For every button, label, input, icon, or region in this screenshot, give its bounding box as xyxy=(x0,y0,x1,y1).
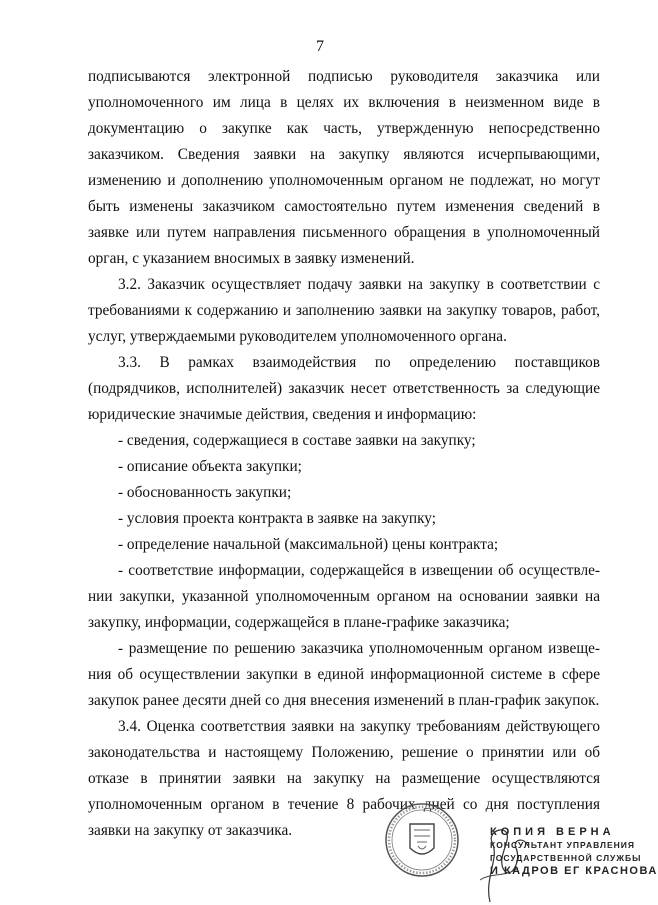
page-number: 7 xyxy=(316,38,324,55)
text-line: быть изменены заказчиком самостоятельно путем изменения сведений в xyxy=(88,198,600,215)
certification-line: ГОСУДАРСТВЕННОЙ СЛУЖБЫ xyxy=(490,853,642,863)
certification-line: КОНСУЛЬТАНТ УПРАВЛЕНИЯ xyxy=(490,840,636,850)
text-line: требованиями к содержанию и заполнению заявки на закупку товаров, работ, xyxy=(88,302,600,319)
text-line: заявки на закупку от заказчика. xyxy=(88,822,293,839)
text-line: законодательства и настоящему Положению, решение о принятии или об xyxy=(88,744,600,761)
list-item: - описание объекта закупки; xyxy=(118,458,302,475)
text-line: документацию о закупке как часть, утвержденную непосредственно xyxy=(88,120,600,137)
text-line: юридические значимые действия, сведения и информацию: xyxy=(88,406,477,423)
text-line: (подрядчиков, исполнителей) заказчик несет ответственность за следующие xyxy=(88,380,600,397)
text-line: орган, с указанием вносимых в заявку изменений. xyxy=(88,250,415,267)
text-line: 3.2. Заказчик осуществляет подачу заявки на закупку в соответствии с xyxy=(118,276,600,293)
text-line: закупок ранее десяти дней со дня внесения изменений в план-график закупок. xyxy=(88,692,600,709)
text-line: заявке или путем направления письменного обращения в уполномоченный xyxy=(88,224,600,241)
list-item: - соответствие информации, содержащейся в извещении об осуществле- xyxy=(118,562,600,579)
certification-block xyxy=(490,826,658,878)
text-line: ния об осуществлении закупки в единой информационной системе в сфере xyxy=(88,666,600,683)
text-line: отказе в принятии заявки на закупку на размещение осуществляются xyxy=(88,770,600,787)
text-line: уполномоченного им лица в целях их включения в неизменном виде в xyxy=(88,94,600,111)
certification-line: КОПИЯ ВЕРНА xyxy=(490,826,615,838)
text-line: подписываются электронной подписью руководителя заказчика или xyxy=(88,68,600,85)
text-line: заказчиком. Сведения заявки на закупку являются исчерпывающими, xyxy=(88,146,600,163)
certification-line: И КАДРОВ ЕГ КРАСНОВА xyxy=(490,865,658,877)
list-item: - сведения, содержащиеся в составе заявки на закупку; xyxy=(118,432,476,449)
list-item: - определение начальной (максимальной) цены контракта; xyxy=(118,536,499,553)
text-line: изменению и дополнению уполномоченным органом не подлежат, но могут xyxy=(88,172,600,189)
text-line: 3.3. В рамках взаимодействия по определению поставщиков xyxy=(118,354,600,371)
text-line: услуг, утверждаемыми руководителем уполномоченного органа. xyxy=(88,328,507,345)
list-item: - размещение по решению заказчика уполномоченным органом извеще- xyxy=(118,640,600,657)
list-item: - условия проекта контракта в заявке на закупку; xyxy=(118,510,436,527)
text-line: 3.4. Оценка соответствия заявки на закупку требованиям действующего xyxy=(118,718,600,735)
round-seal-icon xyxy=(384,802,460,878)
text-line: уполномоченным органом в течение 8 рабочих дней со дня поступления xyxy=(88,796,600,813)
text-line: нии закупки, указанной уполномоченным органом на основании заявки на xyxy=(88,588,600,605)
text-line: закупку, информации, содержащейся в плане-графике заказчика; xyxy=(88,614,510,631)
list-item: - обоснованность закупки; xyxy=(118,484,292,501)
